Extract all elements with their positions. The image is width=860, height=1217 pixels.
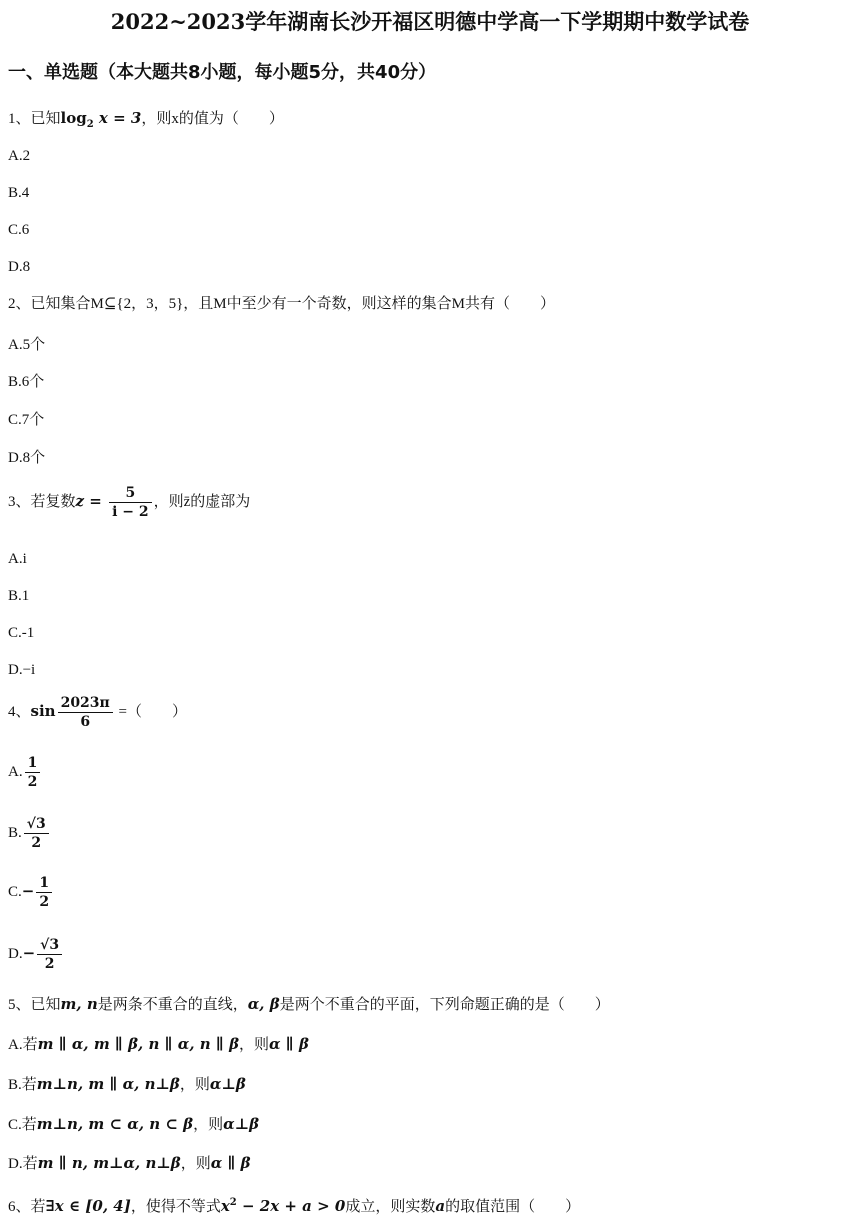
section-heading: 一、单选题（本大题共8小题，每小题5分，共40分） (8, 62, 437, 83)
q6-cond: ∃x ∈ [0, 4] (45, 1197, 131, 1215)
q3-option-b[interactable]: B.1 (8, 588, 30, 604)
q4-option-b-fraction (24, 815, 49, 852)
q4-option-a-den: 2 (25, 772, 41, 791)
q2-option-c[interactable]: C.7个 (8, 412, 45, 428)
q3-numerator: 5 (125, 485, 136, 501)
q4-option-b-label: B. (8, 824, 22, 841)
q1-option-a[interactable]: A.2 (8, 148, 31, 164)
q5-planes: α, β (247, 995, 280, 1013)
q3-denominator: i − 2 (109, 502, 152, 521)
q3-option-c[interactable]: C.-1 (8, 625, 35, 641)
q5-option-c-label: C.若 (8, 1117, 37, 1133)
q4-option-a-num: 1 (27, 755, 38, 771)
q3-var: z (75, 491, 85, 510)
q4-option-a-fraction (25, 754, 41, 791)
q5-option-b-then: ，则 (179, 1077, 210, 1093)
q5-option-a-then: ，则 (239, 1037, 270, 1053)
q4-prefix: 4、 (8, 703, 31, 720)
q4-option-c-fraction (36, 874, 52, 911)
page-title: 2022~2023学年湖南长沙开福区明德中学高一下学期期中数学试卷 (110, 9, 750, 34)
q5-option-d[interactable] (8, 1153, 251, 1174)
q3-option-a[interactable]: A.i (8, 551, 27, 567)
q3-suffix: ，则z̄的虚部为 (153, 493, 251, 510)
q4-fn: sin (30, 701, 56, 720)
q2-option-a[interactable]: A.5个 (8, 337, 46, 353)
q1-log: log (60, 109, 87, 127)
q5-option-d-res: α ∥ β (210, 1154, 251, 1172)
question-3 (8, 484, 250, 521)
q5-option-b[interactable] (8, 1074, 246, 1095)
q4-option-b[interactable] (8, 815, 51, 852)
q5-option-c[interactable] (8, 1114, 259, 1135)
q6-ineq-rest: − 2x + a > 0 (236, 1197, 346, 1215)
q4-option-b-num: √3 (26, 816, 46, 832)
q4-option-d-den: 2 (37, 954, 62, 973)
q5-option-a[interactable] (8, 1034, 309, 1055)
q3-option-d[interactable]: D.−i (8, 662, 36, 678)
q4-option-a[interactable] (8, 754, 42, 791)
question-4 (8, 694, 187, 731)
q2-option-b[interactable]: B.6个 (8, 374, 45, 390)
q5-option-d-label: D.若 (8, 1156, 38, 1172)
q4-option-c-sign: − (21, 881, 35, 900)
q6-mid: ，使得不等式 (130, 1199, 221, 1215)
q4-numerator: 2023π (60, 695, 110, 711)
question-2: 2、已知集合M⊆{2，3，5}，且M中至少有一个奇数，则这样的集合M共有（ ） (8, 296, 555, 312)
question-5 (8, 994, 610, 1015)
q5-option-a-res: α ∥ β (269, 1035, 309, 1053)
q5-mid2: 是两个不重合的平面，下列命题正确的是（ ） (279, 997, 610, 1013)
q4-option-d-sign: − (22, 943, 36, 962)
q1-log-base: 2 (86, 119, 94, 130)
question-6 (8, 1193, 580, 1217)
q5-option-c-then: ，则 (193, 1117, 224, 1133)
q5-prefix: 5、已知 (8, 997, 61, 1013)
q4-option-b-den: 2 (24, 833, 49, 852)
q1-suffix: ，则x的值为（ ） (141, 111, 284, 127)
q5-option-b-res: α⊥β (209, 1075, 246, 1093)
q6-var: a (435, 1197, 446, 1215)
q4-option-c-den: 2 (36, 892, 52, 911)
q1-option-d[interactable]: D.8 (8, 259, 31, 275)
q4-option-c-label: C. (8, 883, 22, 900)
q6-ineq-exp: 2 (229, 1197, 237, 1208)
q1-option-b[interactable]: B.4 (8, 185, 30, 201)
q5-option-d-cond: m ∥ n, m⊥α, n⊥β (37, 1154, 181, 1172)
q5-lines: m, n (60, 995, 98, 1013)
q2-option-d[interactable]: D.8个 (8, 450, 46, 466)
q5-option-b-cond: m⊥n, m ∥ α, n⊥β (36, 1075, 180, 1093)
q5-option-b-label: B.若 (8, 1077, 37, 1093)
q4-option-d-num: √3 (40, 937, 60, 953)
q3-eq: = (84, 491, 108, 510)
q3-prefix: 3、若复数 (8, 493, 76, 510)
q1-prefix: 1、已知 (8, 111, 61, 127)
q5-option-c-res: α⊥β (223, 1115, 260, 1133)
q4-suffix: =（ ） (114, 703, 188, 720)
q3-fraction (109, 484, 152, 521)
q4-option-d-fraction (37, 936, 62, 973)
q5-mid1: 是两条不重合的直线， (97, 997, 248, 1013)
q4-option-d-label: D. (8, 945, 23, 962)
q1-expr: x = 3 (93, 109, 142, 127)
q6-mid2: 成立，则实数 (345, 1199, 436, 1215)
q6-prefix: 6、若 (8, 1199, 46, 1215)
q4-option-a-label: A. (8, 763, 23, 780)
question-1 (8, 108, 284, 135)
q1-option-c[interactable]: C.6 (8, 222, 30, 238)
q6-suffix: 的取值范围（ ） (445, 1199, 581, 1215)
q4-option-d[interactable] (8, 936, 64, 973)
q4-option-c[interactable] (8, 874, 54, 911)
q5-option-a-cond: m ∥ α, m ∥ β, n ∥ α, n ∥ β (37, 1035, 240, 1053)
q4-denominator: 6 (58, 712, 113, 731)
q5-option-c-cond: m⊥n, m ⊂ α, n ⊂ β (36, 1115, 194, 1133)
q4-option-c-num: 1 (39, 875, 50, 891)
q4-fraction (58, 694, 113, 731)
q5-option-a-label: A.若 (8, 1037, 38, 1053)
q6-ineq-x: x (220, 1197, 230, 1215)
q5-option-d-then: ，则 (180, 1156, 211, 1172)
